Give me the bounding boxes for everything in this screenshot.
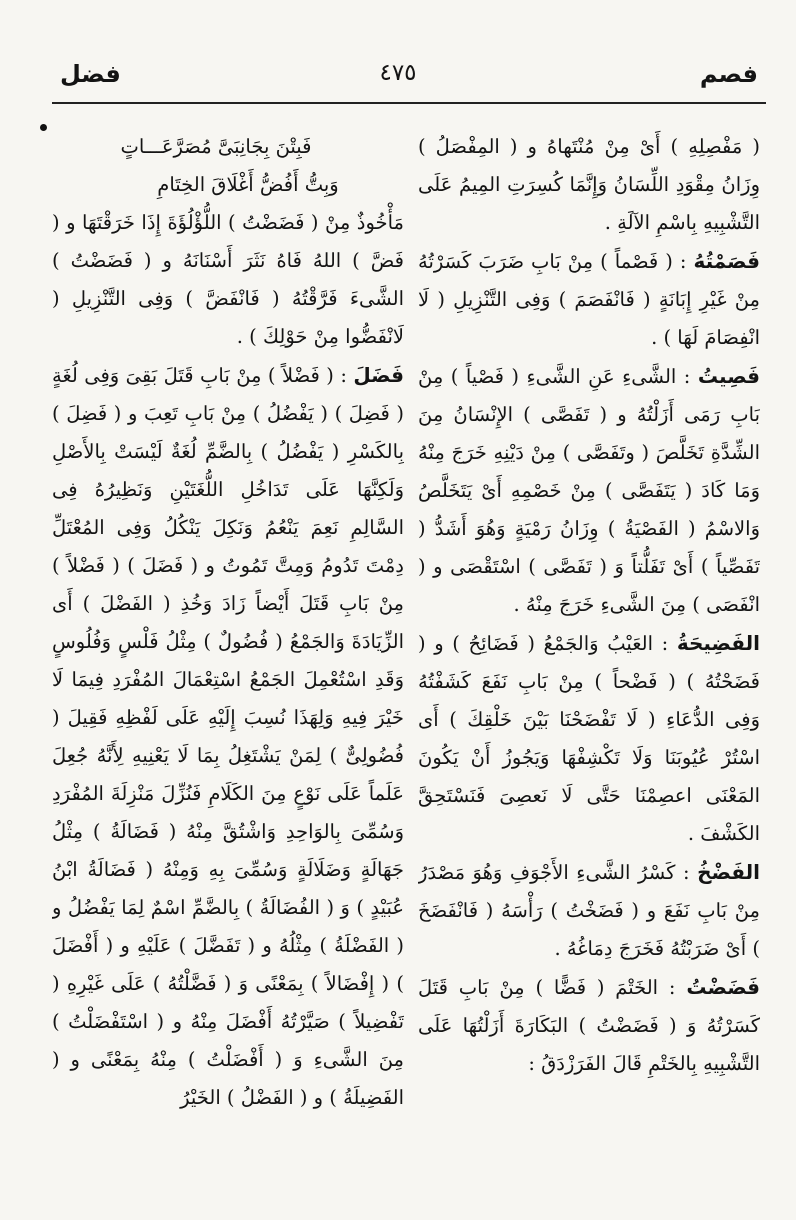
entry-fasaytu bbox=[418, 357, 760, 624]
entry-headword: فَصَمْتُهُ bbox=[693, 249, 760, 273]
entry-fasamtuhu bbox=[418, 242, 760, 357]
entry-text: : الشَّىءِ عَنِ الشَّىءِ ( فَصْياً ) مِنْ بَابِ رَمَى أَزَلْتُهُ و ( تَفَصَّى ) الإِنْسَانُ مِنَ الشِّدَّةِ تَخَلَّصَ ( وتَفَصَّى ) مِنْ دَيْنِهِ خَرَجَ مِنْهُ وَمَا كَادَ ( يَتَفَصَّى ) مِنْ خَصْمِهِ أَىْ يَتَخَلَّصُ وَالاسْمُ ( الفَصْيَةُ ) وِزَانُ رَمْيَةٍ وَهُوَ أَشَدُّ ( تَفَصِّياً ) أَىْ تَفَلُّتاً وَ ( تَفَصَّى ) اسْتَقْصَى و ( انْفَصَى ) مِنَ الشَّىءِ خَرَجَ مِنْهُ . bbox=[418, 365, 760, 616]
entry-headword: الفَضْخُ bbox=[697, 860, 760, 884]
entry-text: : ( فَضْلاً ) مِنْ بَابِ قَتَلَ بَقِىَ وَفِى لُغَةٍ ( فَضِلَ ) ( يَفْضُلُ ) مِنْ بَابِ تَعِبَ و ( فَضِلَ ) بِالكَسْرِ ( يَفْضُلُ ) بِالضَّمِّ لُغَةٌ لَيْسَتْ بِالأَصْلِ وَلَكِنَّهَا عَلَى تَدَاخُلِ اللُّغَتَيْنِ وَنَظِيرُهُ فِى السَّالِمِ نَعِمَ يَنْعُمُ وَنَكِلَ يَنْكُلُ وَفِى المُعْتَلِّ دِمْتَ تَدُومُ وَمِتَّ تَمُوتُ و ( فَضَلَ ) ( فَضْلاً ) مِنْ بَابِ قَتَلَ أَيْضاً زَادَ وَخُذِ ( الفَضْلَ ) أَى الزِّيَادَةَ وَالجَمْعُ ( فُضُولٌ ) مِثْلُ فَلْسٍ وَفُلُوسٍ وَقَدِ اسْتُعْمِلَ الجَمْعُ اسْتِعْمَالَ المُفْرَدِ فِيمَا لَا خَيْرَ فِيهِ وَلِهَذَا نُسِبَ إِلَيْهِ عَلَى لَفْظِهِ فَقِيلَ ( فُضُولِىٌّ ) لِمَنْ يَشْتَغِلُ بِمَا لَا يَعْنِيهِ لِأَنَّهُ جُعِلَ عَلَماً عَلَى نَوْعٍ مِنَ الكَلَامِ فَنُزِّلَ مَنْزِلَةَ المُفْرَدِ وَسُمِّىَ بِالوَاحِدِ وَاشْتُقَّ مِنْهُ ( فَضَالَةُ ) مِثْلُ جَهَالَةٍ وَضَلَالَةٍ وَسُمِّىَ بِهِ وَمِنْهُ ( فَضَالَةُ ابْنُ عُبَيْدٍ ) وَ ( الفُضَالَةُ ) بِالضَّمِّ اسْمٌ لِمَا يَفْضُلُ و ( الفَضْلَةُ ) مِثْلُهُ و ( تَفَضَّلَ ) عَلَيْهِ و ( أَفْضَلَ ) ( إِفْضَالاً ) بِمَعْنًى وَ ( فَضَّلْتُهُ ) عَلَى غَيْرِهِ ( تَفْضِيلاً ) صَيَّرْتُهُ أَفْضَلَ مِنْهُ و ( اسْتَفْضَلْتُ ) مِنَ الشَّىءِ وَ ( أَفْضَلْتُ ) مِنْهُ بِمَعْنًى و ( الفَضِيلَةُ ) و ( الفَضْلُ ) الخَيْرُ bbox=[52, 364, 404, 1109]
running-headword-right: فصم bbox=[699, 60, 758, 88]
entry-headword: فَضَلَ bbox=[353, 363, 404, 387]
left-column bbox=[52, 128, 404, 1178]
entry-fadkh bbox=[418, 853, 760, 968]
entry-headword: فَصِيتُ bbox=[697, 364, 760, 388]
header-rule bbox=[52, 102, 766, 104]
entry-headword: فَضَضْتُ bbox=[686, 975, 760, 999]
right-column bbox=[418, 128, 760, 1178]
verse-line-2: وَبِتُّ أَفُضُّ أَغْلَاقَ الخِتَامِ bbox=[157, 173, 339, 196]
page-number: ٤٧٥ bbox=[379, 60, 417, 86]
entry-fadala bbox=[52, 356, 404, 1117]
entry-text: : العَيْبُ وَالجَمْعُ ( فَضَائِحُ ) و ( فَضَحْتُهُ ) ( فَضْحاً ) مِنْ بَابِ نَفَعَ كَشَفْتُهُ وَفِى الدُّعَاءِ ( لَا تَفْضَحْنَا بَيْنَ خَلْقِكَ ) أَى اسْتُرْ عُيُوبَنَا وَلَا تَكْشِفْهَا وَيَجُوزُ أَنْ يَكُونَ المَعْنَى اعصِمْنَا حَتَّى لَا نَعصِىَ فَنَسْتَحِقَّ الكَشْفَ . bbox=[418, 632, 760, 845]
entry-fadiha bbox=[418, 624, 760, 853]
verse-commentary: مَأْخُوذٌ مِنْ ( فَضَضْتُ ) اللُّؤْلُؤَةَ إِذَا خَرَقْتَهَا و ( فَضَّ ) اللهُ فَاهُ نَثَرَ أَسْنَانَهُ و ( فَضَضْتُ ) الشَّىءَ فَرَّقْتُهُ ( فَانْفَضَّ ) وَفِى التَّنْزِيلِ ( لَانْفَضُّوا مِنْ حَوْلِكَ ) . bbox=[52, 211, 404, 348]
entry-fadadtu bbox=[418, 968, 760, 1083]
entry-text: : كَسْرُ الشَّىءِ الأَجْوَفِ وَهُوَ مَصْدَرُ مِنْ بَابِ نَفَعَ و ( فَضَخْتُ ) رَأْسَهُ ( فَانْفَضَخَ ) أَىْ ضَرَبْتُهُ فَخَرَجَ دِمَاغُهُ . bbox=[418, 861, 760, 960]
entry-text: : الخَتْمَ ( فَضًّا ) مِنْ بَابِ قَتَلَ كَسَرْتُهُ وَ ( فَضَضْتُ ) البَكَارَةَ أَزَلْتُهَا عَلَى التَّشْبِيهِ بِالخَتْمِ قَالَ الفَرَزْدَقُ : bbox=[418, 976, 760, 1075]
page-header bbox=[0, 60, 796, 100]
entry-text: : ( فَصْماً ) مِنْ بَابِ ضَرَبَ كَسَرْتُهُ مِنْ غَيْرِ إِبَانَةٍ ( فَانْفَصَمَ ) وَفِى التَّنْزِيلِ ( لَا انْفِصَامَ لَهَا ) . bbox=[418, 250, 760, 349]
intro-paragraph: ( مَفْصِلِهِ ) أَىْ مِنْ مُنْتَهاهُ و ( المِفْصَلُ ) وِزَانُ مِقْوَدِ اللِّسَانُ وَإِنَّمَا كُسِرَتِ المِيمُ عَلَى التَّشْبِيهِ بِاسْمِ الآلَةِ . bbox=[418, 135, 760, 234]
margin-dot bbox=[40, 124, 47, 131]
entry-headword: الفَضِيحَةُ bbox=[676, 631, 760, 655]
running-headword-left: فضل bbox=[60, 60, 121, 88]
verse-line-1: فَبِتْنَ بِجَانِبَىَّ مُصَرَّعَـــاتٍ bbox=[120, 135, 312, 158]
